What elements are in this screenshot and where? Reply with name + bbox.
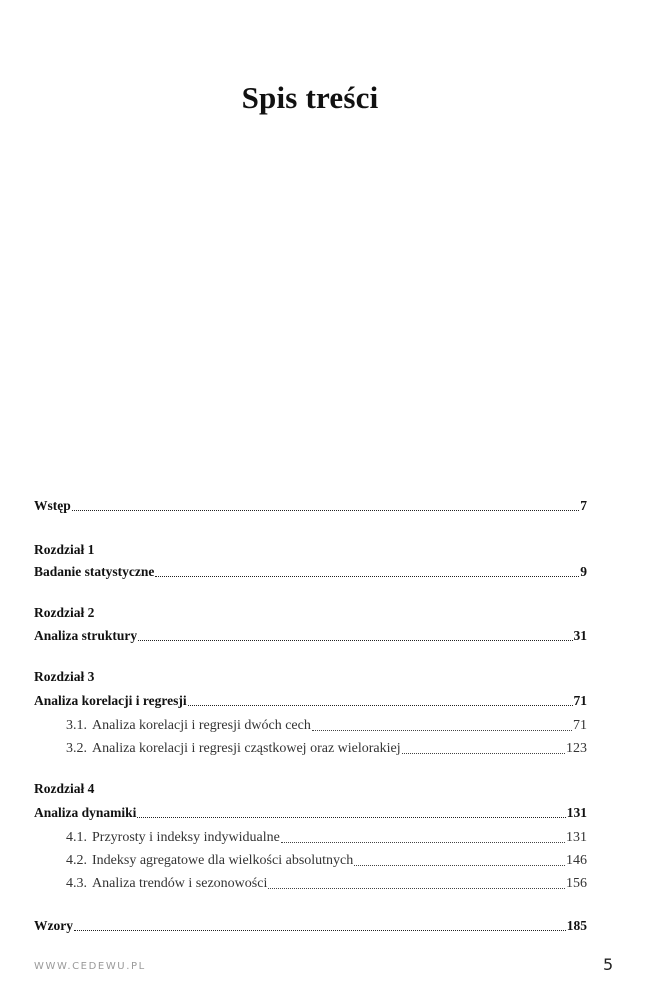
toc-entry-page: 71 bbox=[573, 693, 587, 708]
toc-entry-chapter-1[interactable] bbox=[34, 560, 587, 580]
dot-leader bbox=[72, 510, 580, 511]
toc-entry-title: Wzory bbox=[34, 918, 73, 933]
toc-entry-section-3-1[interactable] bbox=[66, 714, 587, 734]
section-number: 4.2. bbox=[66, 853, 87, 868]
dot-leader bbox=[188, 705, 573, 706]
section-number: 3.1. bbox=[66, 718, 87, 733]
dot-leader bbox=[354, 865, 565, 866]
chapter-label: Rozdział 3 bbox=[34, 669, 95, 684]
footer-page-number: 5 bbox=[603, 955, 614, 974]
section-number: 4.3. bbox=[66, 876, 87, 891]
dot-leader bbox=[138, 640, 572, 641]
toc-entry-title: Analiza korelacji i regresji cząstkowej oraz wielorakiej bbox=[92, 741, 401, 756]
toc-entry-title: Przyrosty i indeksy indywidualne bbox=[92, 830, 280, 845]
chapter-label: Rozdział 1 bbox=[34, 542, 95, 557]
toc-entry-title: Analiza korelacji i regresji bbox=[34, 693, 187, 708]
toc-entry-page: 31 bbox=[573, 628, 587, 643]
dot-leader bbox=[155, 576, 579, 577]
toc-entry-title: Wstęp bbox=[34, 498, 71, 513]
toc-entry-chapter-3[interactable] bbox=[34, 689, 587, 709]
toc-entry-title: Badanie statystyczne bbox=[34, 564, 155, 579]
dot-leader bbox=[137, 817, 565, 818]
toc-entry-page: 185 bbox=[566, 918, 587, 933]
toc-entry-page: 156 bbox=[566, 876, 587, 891]
toc-entry-page: 9 bbox=[580, 564, 587, 579]
toc-entry-intro[interactable] bbox=[34, 494, 587, 514]
toc-entry-chapter-4[interactable] bbox=[34, 801, 587, 821]
toc-entry-section-4-2[interactable] bbox=[66, 849, 587, 869]
toc-entry-section-4-3[interactable] bbox=[66, 872, 587, 892]
toc-entry-page: 146 bbox=[566, 853, 587, 868]
section-number: 3.2. bbox=[66, 741, 87, 756]
toc-entry-section-3-2[interactable] bbox=[66, 737, 587, 757]
toc-entry-page: 131 bbox=[566, 805, 587, 820]
page-title: Spis treści bbox=[241, 80, 379, 115]
dot-leader bbox=[312, 730, 572, 731]
toc-entry-page: 123 bbox=[566, 741, 587, 756]
toc-entry-title: Analiza korelacji i regresji dwóch cech bbox=[92, 718, 311, 733]
toc-entry-chapter-2[interactable] bbox=[34, 624, 587, 644]
footer-website: WWW.CEDEWU.PL bbox=[34, 961, 146, 972]
toc-entry-page: 131 bbox=[566, 830, 587, 845]
toc-entry-formulas[interactable] bbox=[34, 914, 587, 934]
dot-leader bbox=[402, 753, 565, 754]
toc-entry-title: Analiza struktury bbox=[34, 628, 138, 643]
dot-leader bbox=[268, 888, 565, 889]
toc-entry-title: Analiza dynamiki bbox=[34, 805, 137, 820]
chapter-label: Rozdział 4 bbox=[34, 781, 95, 796]
dot-leader bbox=[281, 842, 565, 843]
section-number: 4.1. bbox=[66, 830, 87, 845]
toc-entry-title: Analiza trendów i sezonowości bbox=[92, 876, 268, 891]
toc-entry-page: 71 bbox=[573, 718, 587, 733]
dot-leader bbox=[74, 930, 566, 931]
toc-entry-title: Indeksy agregatowe dla wielkości absolutnych bbox=[92, 853, 354, 868]
chapter-label: Rozdział 2 bbox=[34, 605, 95, 620]
toc-entry-page: 7 bbox=[580, 498, 587, 513]
toc-entry-section-4-1[interactable] bbox=[66, 826, 587, 846]
